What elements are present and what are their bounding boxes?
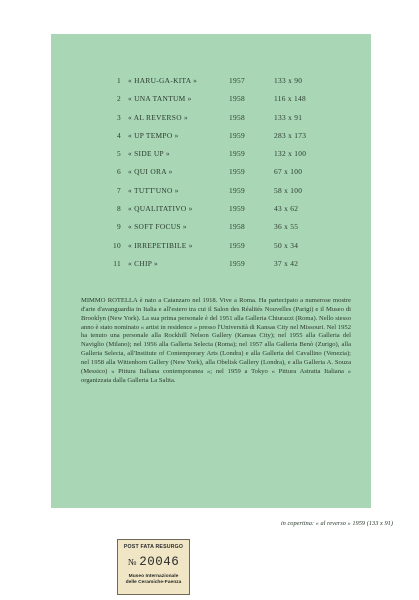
work-title: « TUTT'UNO » [128,185,179,195]
work-row [111,182,321,200]
inventory-number: 20046 [139,554,180,569]
work-number: 9 [117,222,121,232]
work-dimensions: 58 x 100 [274,185,303,195]
work-title: « SOFT FOCUS » [128,222,187,232]
work-row [111,72,321,90]
museum-inventory-stamp [117,539,190,595]
museum-name [118,574,189,586]
work-dimensions: 50 x 34 [274,240,299,250]
work-row [111,90,321,108]
work-row [111,163,321,181]
work-dimensions: 37 x 42 [274,258,299,268]
work-title: « IRREPETIBILE » [128,240,193,250]
work-dimensions: 132 x 100 [274,149,307,159]
museum-name-line-2: delle Ceramiche-Faenza [125,580,182,586]
work-year: 1957 [229,76,245,85]
work-dimensions: 283 x 173 [274,130,307,140]
work-dimensions: 43 x 62 [274,204,299,214]
work-dimensions: 67 x 100 [274,167,303,177]
museum-name-line-1: Museo Internazionale [128,574,179,579]
work-row [111,145,321,163]
work-year: 1959 [229,204,245,214]
cover-caption: in copertina: « al reverso » 1959 (133 x 91) [280,520,393,527]
work-year: 1959 [229,149,245,159]
work-row [111,200,321,218]
work-year: 1958 [229,94,245,104]
work-title: « UP TEMPO » [128,130,179,140]
numero-sign: № [127,556,137,567]
work-row [111,237,321,255]
work-dimensions: 116 x 148 [274,94,306,104]
work-number: 10 [113,240,121,250]
artist-biography: MIMMO ROTELLA è nato a Catanzaro nel 1918. Vive a Roma. Ha partecipato a numerose mostre d'arte d'avanguardia in Italia e all'estero tra cui il Salon des Réalités Nouvelles (Parigi) e il Museo di Brooklyn (New York). La sua prima personale è del 1951 alla Galleria Chiurazzi (Roma). Nello stesso anno è stato nominato « artist in residence » presso l'Università di Kansas City nel Missouri. Nel 1952 ha tenuto una personale alla Rockhill Nelson Gallery (Kansas City); nel 1955 alla Galleria del Naviglio (Milano); nel 1956 alla Galleria Selecta (Roma); nel 1957 alla Galleria Benò (Zurigo), alla Galleria Selecta, all'Institute of Contemporary Arts (Londra) e alla Galleria del Cavallino (Venezia); nel 1958 alla Wittenborn Gallery (New York), alla Obelisk Gallery (Londra), e alla Galleria A. Souza (Messico) « Pittura Italiana contemporanea »; nel 1959 a Tokyo « Pittura Astratta Italiana » organizzata dalla Galleria La Salita. [81,297,351,384]
work-number: 11 [113,258,121,268]
work-year: 1958 [229,222,245,232]
work-number: 1 [117,76,121,85]
work-number: 6 [117,167,121,177]
work-title: « SIDE UP » [128,149,170,159]
work-number: 8 [117,204,121,214]
work-number: 3 [117,112,121,122]
work-title: « AL REVERSO » [128,112,188,122]
work-title: « QUI ORA » [128,167,173,177]
green-page [51,34,371,508]
stamp-motto: POST FATA RESURGO [123,544,184,550]
work-number: 7 [117,185,121,195]
work-title: « UNA TANTUM » [128,94,192,104]
work-year: 1959 [229,185,245,195]
works-list [111,72,321,273]
work-title: « HARU-GA-KITA » [128,76,198,85]
work-number: 2 [117,94,121,104]
work-title: « QUALITATIVO » [128,204,193,214]
work-year: 1959 [229,130,245,140]
work-year: 1959 [229,258,245,268]
work-year: 1958 [229,112,245,122]
work-dimensions: 133 x 91 [274,112,303,122]
stamp-number-row [118,554,189,569]
work-year: 1959 [229,167,245,177]
work-year: 1959 [229,240,245,250]
work-row [111,127,321,145]
work-row [111,109,321,127]
work-row [111,255,321,273]
work-number: 5 [117,149,121,159]
work-dimensions: 133 x 90 [274,76,303,85]
work-title: « CHIP » [128,258,159,268]
work-number: 4 [117,130,121,140]
work-dimensions: 36 x 55 [274,222,299,232]
work-row [111,218,321,236]
